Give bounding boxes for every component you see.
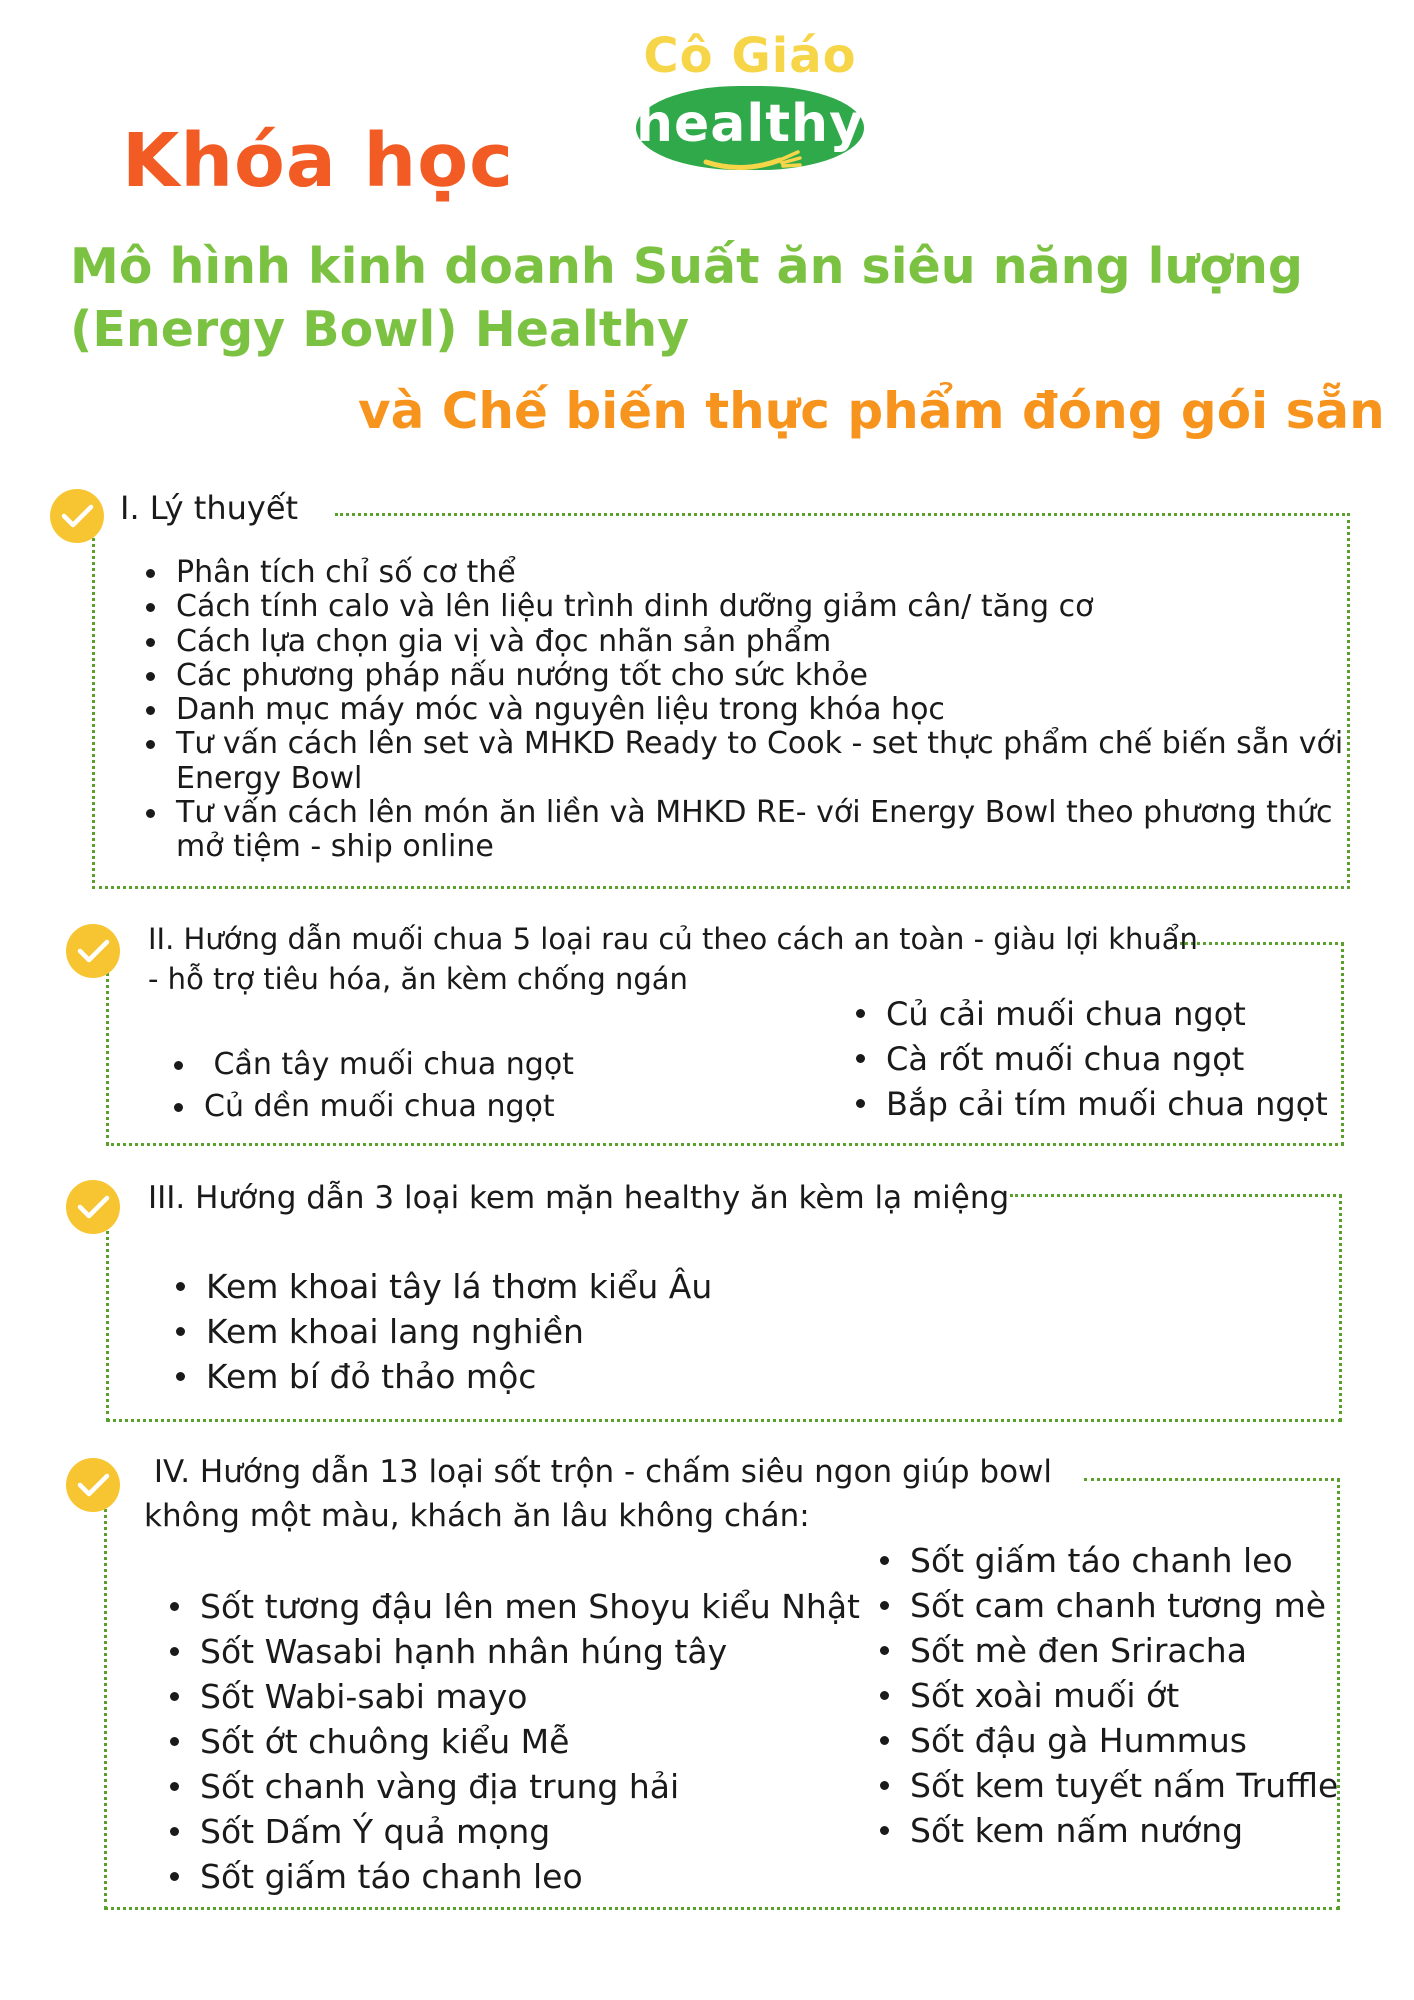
list-item: Sốt Wabi-sabi mayo <box>164 1674 860 1719</box>
course-title-line-3: và Chế biến thực phẩm đóng gói sẵn <box>358 382 1385 440</box>
section-2-heading-line-1: II. Hướng dẫn muối chua 5 loại rau củ theo cách an toàn - giàu lợi khuẩn <box>148 922 1198 956</box>
list-item: Kem khoai lang nghiền <box>170 1309 712 1354</box>
list-item: Sốt kem tuyết nấm Truffle <box>874 1763 1338 1808</box>
section-2-list-left <box>168 1044 574 1128</box>
list-item: Kem khoai tây lá thơm kiểu Âu <box>170 1264 712 1309</box>
list-item: Kem bí đỏ thảo mộc <box>170 1354 712 1399</box>
list-item: Củ dền muối chua ngọt <box>168 1086 574 1128</box>
course-label: Khóa học <box>122 118 514 204</box>
list-item: Cách lựa chọn gia vị và đọc nhãn sản phẩm <box>140 625 1346 659</box>
list-item: Củ cải muối chua ngọt <box>850 992 1328 1037</box>
section-3-heading: III. Hướng dẫn 3 loại kem mặn healthy ăn kèm lạ miệng <box>148 1180 1010 1216</box>
list-item: Bắp cải tím muối chua ngọt <box>850 1082 1328 1127</box>
section-4-top-border <box>1084 1478 1340 1481</box>
check-circle-icon <box>66 1458 120 1512</box>
section-4-heading-line-1: IV. Hướng dẫn 13 loại sốt trộn - chấm siêu ngon giúp bowl <box>144 1454 1053 1490</box>
section-1-top-border <box>335 513 1350 516</box>
list-item: Cà rốt muối chua ngọt <box>850 1037 1328 1082</box>
list-item: Sốt mè đen Sriracha <box>874 1628 1338 1673</box>
section-3-list <box>170 1264 712 1399</box>
logo-top-text: Cô Giáo <box>643 28 857 84</box>
list-item: Tư vấn cách lên món ăn liền và MHKD RE- với Energy Bowl theo phương thức mở tiệm - ship online <box>140 796 1346 865</box>
check-circle-icon <box>66 924 120 978</box>
check-circle-icon <box>50 489 104 543</box>
check-circle-icon <box>66 1180 120 1234</box>
list-item: Sốt tương đậu lên men Shoyu kiểu Nhật <box>164 1584 860 1629</box>
list-item: Sốt chanh vàng địa trung hải <box>164 1764 860 1809</box>
list-item: Sốt giấm táo chanh leo <box>874 1538 1338 1583</box>
list-item: Các phương pháp nấu nướng tốt cho sức khỏe <box>140 659 1346 693</box>
section-2-top-border <box>1180 942 1344 945</box>
fork-icon <box>702 148 802 172</box>
section-1-list <box>140 556 1346 865</box>
list-item: Sốt đậu gà Hummus <box>874 1718 1338 1763</box>
section-3-top-border <box>1010 1194 1342 1197</box>
list-item: Sốt Dấm Ý quả mọng <box>164 1809 860 1854</box>
section-2-list-right <box>850 992 1328 1127</box>
list-item: Sốt cam chanh tương mè <box>874 1583 1338 1628</box>
list-item: Sốt xoài muối ớt <box>874 1673 1338 1718</box>
list-item: Sốt giấm táo chanh leo <box>164 1854 860 1899</box>
list-item: Cách tính calo và lên liệu trình dinh dưỡng giảm cân/ tăng cơ <box>140 590 1346 624</box>
section-2-heading-line-2: - hỗ trợ tiêu hóa, ăn kèm chống ngán <box>148 962 688 996</box>
section-4-heading-line-2: không một màu, khách ăn lâu không chán: <box>144 1498 810 1534</box>
list-item: Sốt ớt chuông kiểu Mễ <box>164 1719 860 1764</box>
section-4-list-right <box>874 1538 1338 1853</box>
brand-logo <box>630 28 870 178</box>
list-item: Sốt kem nấm nướng <box>874 1808 1338 1853</box>
list-item: Cần tây muối chua ngọt <box>168 1044 574 1086</box>
course-title-line-2: (Energy Bowl) Healthy <box>70 301 690 358</box>
section-1-heading: I. Lý thuyết <box>120 489 299 527</box>
list-item: Phân tích chỉ số cơ thể <box>140 556 1346 590</box>
list-item: Danh mục máy móc và nguyên liệu trong khóa học <box>140 693 1346 727</box>
course-title-line-1: Mô hình kinh doanh Suất ăn siêu năng lượng <box>70 238 1303 295</box>
list-item: Tư vấn cách lên set và MHKD Ready to Cook - set thực phẩm chế biến sẵn với Energy Bowl <box>140 727 1346 796</box>
section-4-list-left <box>164 1584 860 1899</box>
logo-bottom-text: healthy <box>636 94 864 154</box>
list-item: Sốt Wasabi hạnh nhân húng tây <box>164 1629 860 1674</box>
